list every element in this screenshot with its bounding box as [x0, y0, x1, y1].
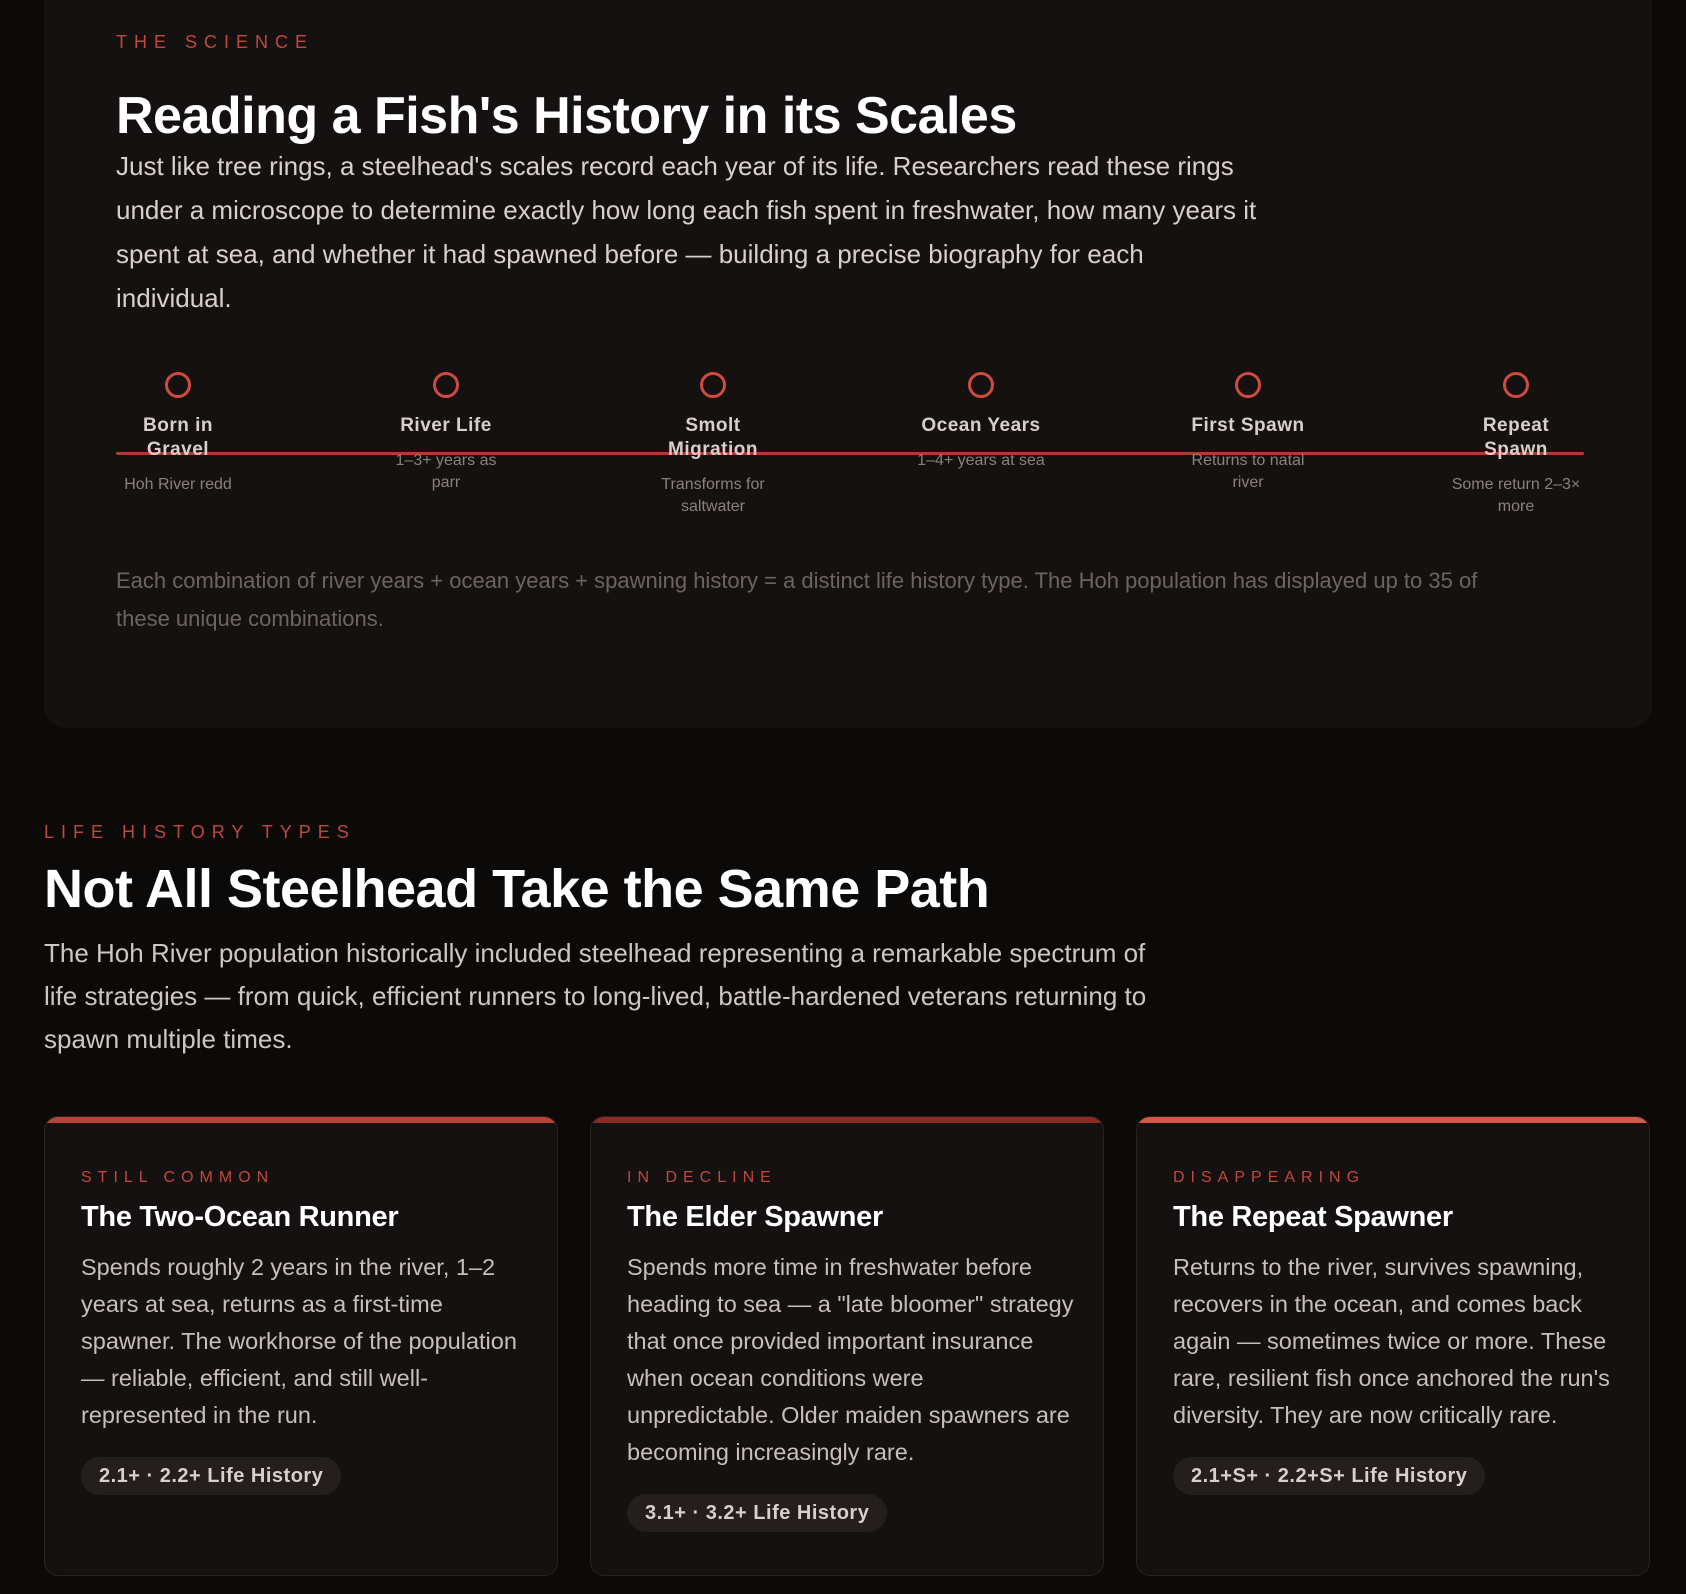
card-status: STILL COMMON [81, 1169, 275, 1186]
card-two-ocean-runner [44, 1116, 558, 1576]
stage-marker-icon [968, 372, 994, 398]
timeline-stage-ocean [881, 372, 1081, 472]
card-title: The Two-Ocean Runner [81, 1201, 399, 1233]
stage-marker-icon [433, 372, 459, 398]
stage-marker-icon [1235, 372, 1261, 398]
types-body: The Hoh River population historically included steelhead representing a remarkable spectrum of life strategies — from quick, efficient runners to long-lived, battle-hardened veterans returning to spawn multiple times. [44, 938, 1147, 1054]
card-status: IN DECLINE [627, 1169, 777, 1186]
life-history-tag: 2.1+ · 2.2+ Life History [81, 1457, 341, 1495]
card-title: The Elder Spawner [627, 1201, 883, 1233]
stage-desc: Hoh River redd [124, 476, 232, 493]
stage-desc: 1–4+ years at sea [917, 452, 1045, 469]
card-status: DISAPPEARING [1173, 1169, 1366, 1186]
card-accent-bar [1137, 1117, 1649, 1123]
science-note: Each combination of river years + ocean years + spawning history = a distinct life history type. The Hoh population has displayed up to 35 of these unique combinations. [116, 568, 1478, 631]
card-body: Spends more time in freshwater before heading to sea — a "late bloomer" strategy that once provided important insurance when ocean conditions were unpredictable. Older maiden spawners are becoming increasingly rare. [627, 1254, 1074, 1465]
stage-desc: Some return 2–3× more [1451, 476, 1581, 515]
types-eyebrow: LIFE HISTORY TYPES [44, 822, 356, 842]
timeline-stage-first-spawn [1148, 372, 1348, 494]
life-history-tag: 3.1+ · 3.2+ Life History [627, 1494, 887, 1532]
stage-marker-icon [700, 372, 726, 398]
stage-name: Repeat Spawn [1482, 415, 1550, 460]
stage-name: Ocean Years [921, 415, 1041, 436]
stage-name: River Life [400, 415, 492, 436]
stage-marker-icon [1503, 372, 1529, 398]
timeline-stage-born [78, 372, 278, 496]
science-title: Reading a Fish's History in its Scales [116, 87, 1017, 145]
life-history-tag: 2.1+S+ · 2.2+S+ Life History [1173, 1457, 1485, 1495]
card-accent-bar [45, 1117, 557, 1123]
science-panel [44, 0, 1652, 728]
stage-desc: Returns to natal river [1191, 452, 1305, 491]
timeline-line [116, 452, 1584, 455]
stage-desc: Transforms for saltwater [661, 476, 765, 515]
stage-name: First Spawn [1191, 415, 1305, 436]
life-cycle-timeline [116, 372, 1584, 542]
timeline-stage-repeat-spawn [1416, 372, 1616, 518]
science-eyebrow: THE SCIENCE [116, 32, 315, 52]
card-body: Spends roughly 2 years in the river, 1–2 years at sea, returns as a first-time spawner. The workhorse of the population — reliable, efficient, and still well-represented in the run. [81, 1254, 517, 1428]
stage-name: Born in Gravel [143, 415, 213, 460]
card-repeat-spawner [1136, 1116, 1650, 1576]
timeline-stage-smolt [613, 372, 813, 518]
types-title: Not All Steelhead Take the Same Path [44, 859, 990, 919]
card-body: Returns to the river, survives spawning, recovers in the ocean, and comes back again — sometimes twice or more. These rare, resilient fish once anchored the run's diversity. They are now critically rare. [1173, 1254, 1610, 1428]
stage-name: Smolt Migration [668, 415, 758, 460]
science-body: Just like tree rings, a steelhead's scales record each year of its life. Researchers read these rings under a microscope to determine exactly how long each fish spent in freshwater, how many years it spent at sea, and whether it had spawned before — building a precise biography for each individual. [116, 151, 1257, 313]
stage-marker-icon [165, 372, 191, 398]
card-title: The Repeat Spawner [1173, 1201, 1453, 1233]
timeline-stage-river [346, 372, 546, 494]
stage-desc: 1–3+ years as parr [395, 452, 497, 491]
card-accent-bar [591, 1117, 1103, 1123]
card-elder-spawner [590, 1116, 1104, 1576]
